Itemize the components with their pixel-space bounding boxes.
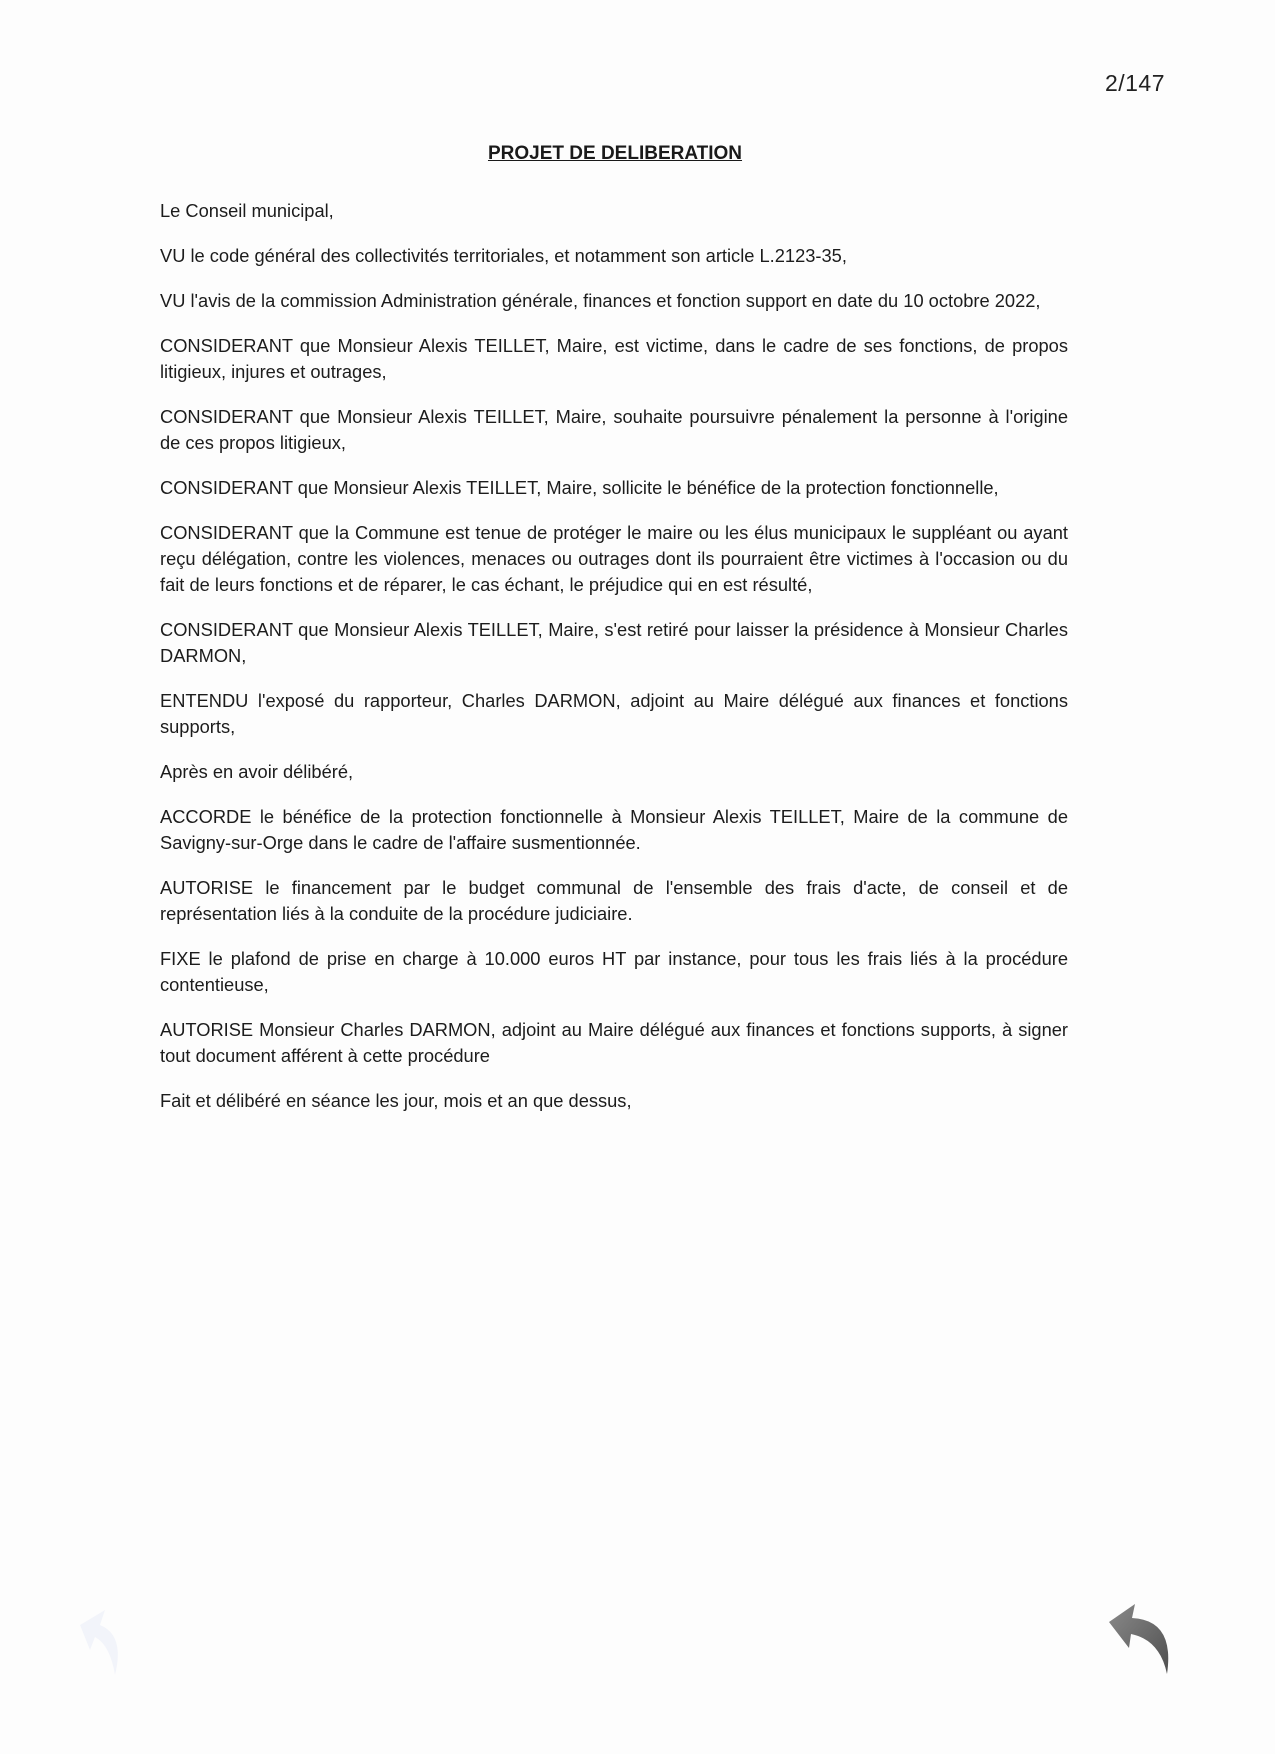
- paragraph-vu-code: VU le code général des collectivités territoriales, et notamment son article L.2123-35,: [160, 245, 847, 266]
- ghost-return-arrow-icon: [70, 1605, 130, 1685]
- paragraph-fixe-plafond: FIXE le plafond de prise en charge à 10.000 euros HT par instance, pour tous les frais liés à la procédure contentieuse,: [160, 948, 1068, 995]
- paragraph-considerant-victime: CONSIDERANT que Monsieur Alexis TEILLET, Maire, est victime, dans le cadre de ses fonctions, de propos litigieux, injures et outrages,: [160, 335, 1068, 382]
- paragraph-apres-deliberation: Après en avoir délibéré,: [160, 761, 354, 782]
- paragraph-considerant-poursuivre: CONSIDERANT que Monsieur Alexis TEILLET, Maire, souhaite poursuivre pénalement la personne à l'origine de ces propos litigieux,: [160, 406, 1068, 453]
- paragraph-intro: Le Conseil municipal,: [160, 200, 334, 221]
- paragraph-autorise-financement: AUTORISE le financement par le budget communal de l'ensemble des frais d'acte, de conseil et de représentation liés à la conduite de la procédure judiciaire.: [160, 877, 1068, 924]
- paragraph-accorde: ACCORDE le bénéfice de la protection fonctionnelle à Monsieur Alexis TEILLET, Maire de la commune de Savigny-sur-Orge dans le cadre de l'affaire susmentionnée.: [160, 806, 1068, 853]
- document-title: PROJET DE DELIBERATION: [487, 143, 743, 164]
- paragraph-vu-avis: VU l'avis de la commission Administration générale, finances et fonction support en date du 10 octobre 2022,: [160, 290, 1041, 311]
- return-arrow-icon: [1105, 1600, 1185, 1680]
- paragraph-autorise-signature: AUTORISE Monsieur Charles DARMON, adjoint au Maire délégué aux finances et fonctions supports, à signer tout document afférent à cette procédure: [160, 1019, 1068, 1066]
- paragraph-fait-delibere: Fait et délibéré en séance les jour, mois et an que dessus,: [160, 1090, 632, 1111]
- paragraph-considerant-commune: CONSIDERANT que la Commune est tenue de protéger le maire ou les élus municipaux le suppléant ou ayant reçu délégation, contre les violences, menaces ou outrages dont ils pourraient être victimes à l'occasion ou du fait de leurs fonctions et de réparer, le cas échant, le préjudice qui en est résulté,: [160, 522, 1068, 595]
- document-body: [160, 198, 1068, 1133]
- paragraph-entendu: ENTENDU l'exposé du rapporteur, Charles DARMON, adjoint au Maire délégué aux finances et fonctions supports,: [160, 690, 1068, 737]
- page-number: 2/147: [1104, 70, 1165, 96]
- paragraph-considerant-sollicite: CONSIDERANT que Monsieur Alexis TEILLET, Maire, sollicite le bénéfice de la protection fonctionnelle,: [160, 477, 999, 498]
- paragraph-considerant-retire: CONSIDERANT que Monsieur Alexis TEILLET, Maire, s'est retiré pour laisser la présidence à Monsieur Charles DARMON,: [160, 619, 1068, 666]
